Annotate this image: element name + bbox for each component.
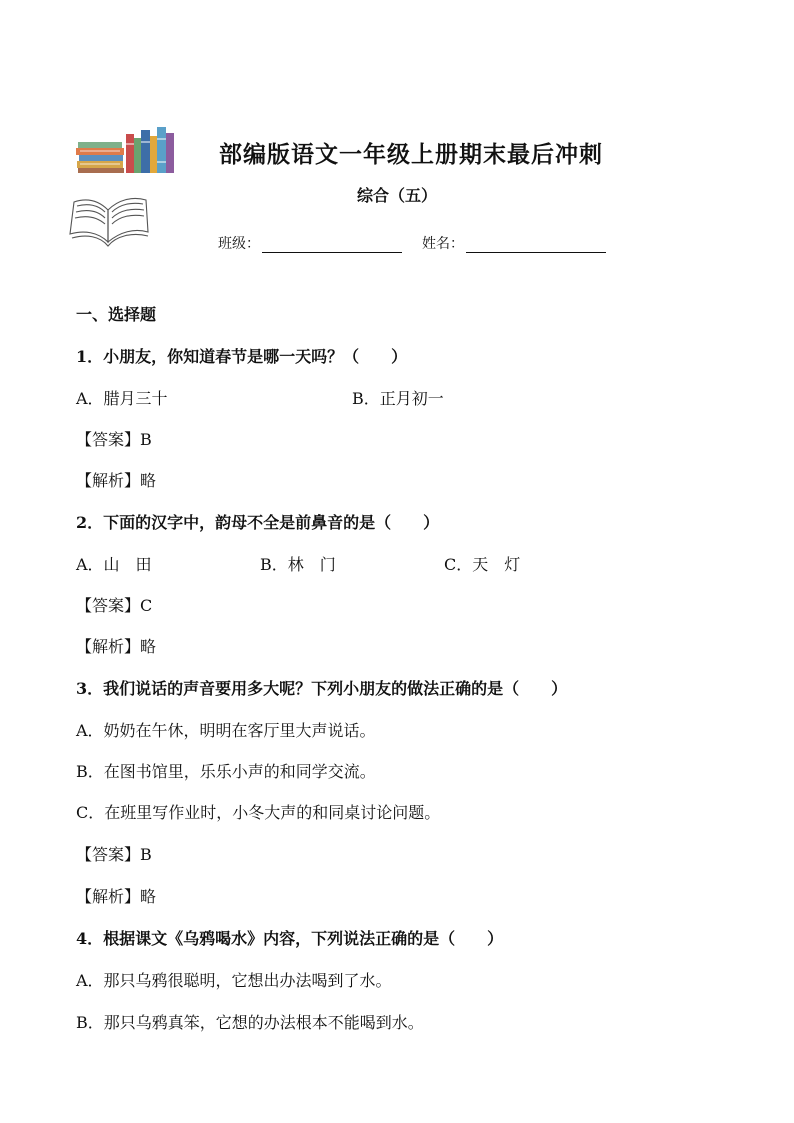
question-3-option-a: A．奶奶在午休，明明在客厅里大声说话。 (76, 721, 376, 740)
class-label: 班级： (218, 236, 260, 252)
question-1-option-b: B．正月初一 (352, 389, 444, 408)
worksheet-subtitle: 综合（五） (356, 186, 437, 205)
question-4-option-b: B．那只乌鸦真笨，它想的办法根本不能喝到水。 (76, 1013, 424, 1032)
answer-value: C (140, 596, 153, 615)
analysis-label: 【解析】 (76, 471, 141, 490)
analysis-value: 略 (140, 887, 157, 906)
analysis-value: 略 (140, 471, 157, 490)
question-1-analysis (76, 468, 156, 494)
question-3-option-b: B．在图书馆里，乐乐小声的和同学交流。 (76, 762, 376, 781)
question-1-stem: 1．小朋友，你知道春节是哪一天吗？（ ） (76, 347, 408, 366)
question-1-option-a: A．腊月三十 (76, 389, 168, 408)
student-info-fields (218, 233, 606, 253)
answer-value: B (140, 845, 152, 864)
question-4-stem: 4．根据课文《乌鸦喝水》内容，下列说法正确的是（ ） (76, 929, 504, 948)
section-heading: 一、选择题 (76, 305, 157, 324)
class-field[interactable] (218, 233, 402, 253)
question-2-analysis (76, 634, 156, 660)
question-2-answer (76, 593, 152, 619)
answer-label: 【答案】 (76, 596, 141, 615)
analysis-value: 略 (140, 637, 157, 656)
analysis-label: 【解析】 (76, 887, 141, 906)
analysis-label: 【解析】 (76, 637, 141, 656)
class-blank-line[interactable] (262, 238, 402, 253)
question-4-option-a: A．那只乌鸦很聪明，它想出办法喝到了水。 (76, 971, 392, 990)
answer-label: 【答案】 (76, 430, 141, 449)
name-label: 姓名： (422, 236, 464, 252)
question-2-stem: 2．下面的汉字中，韵母不全是前鼻音的是（ ） (76, 513, 440, 532)
question-2-option-b: B．林 门 (260, 555, 336, 574)
worksheet-title: 部编版语文一年级上册期末最后冲刺 (219, 141, 603, 168)
answer-value: B (140, 430, 152, 449)
name-field[interactable] (422, 233, 606, 253)
question-1-answer (76, 427, 152, 453)
question-3-option-c: C．在班里写作业时，小冬大声的和同桌讨论问题。 (76, 803, 441, 822)
question-3-stem: 3．我们说话的声音要用多大呢？下列小朋友的做法正确的是（ ） (76, 679, 568, 698)
question-3-analysis (76, 884, 156, 910)
answer-label: 【答案】 (76, 845, 141, 864)
question-2-option-a: A．山 田 (76, 555, 152, 574)
name-blank-line[interactable] (466, 238, 606, 253)
question-2-option-c: C．天 灯 (444, 555, 521, 574)
question-3-answer (76, 842, 152, 868)
